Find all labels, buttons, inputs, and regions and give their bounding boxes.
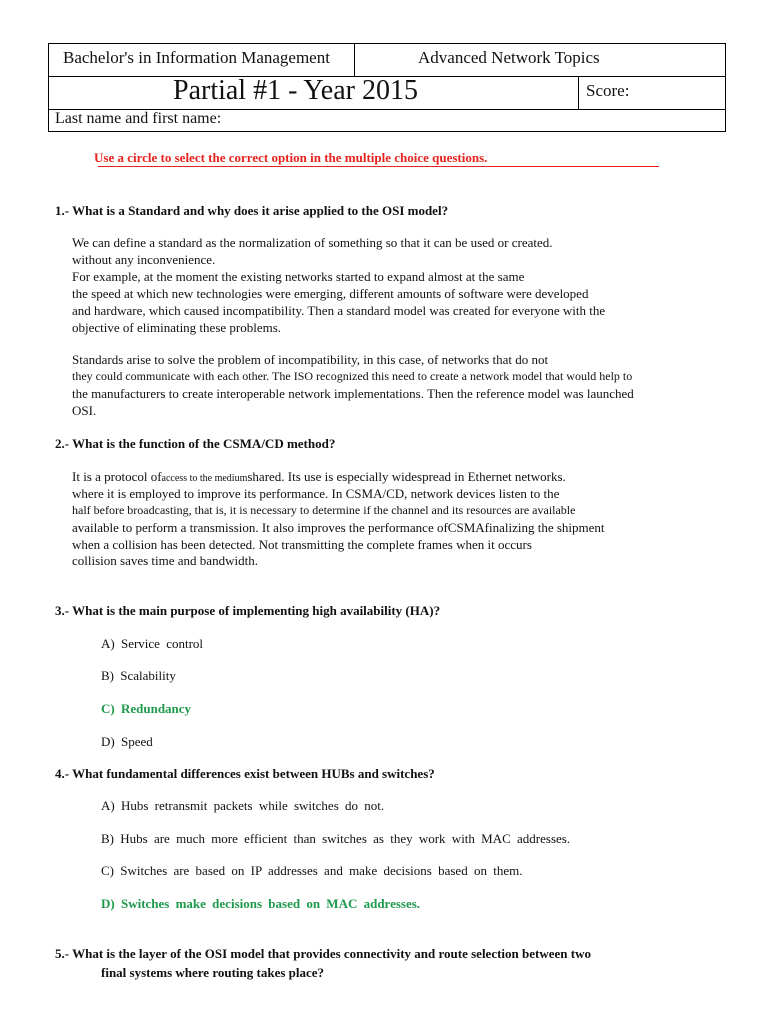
q1-para1-line: and hardware, which caused incompatibility. Then a standard model was created for everyone with the bbox=[72, 303, 606, 318]
q3-option-a: A) Service control bbox=[101, 636, 204, 651]
q2-line-1-b: access to the medium bbox=[161, 473, 248, 484]
question-5-line-1: 5.- What is the layer of the OSI model that provides connectivity and route selection between two bbox=[55, 946, 591, 961]
q4-option-d-correct: D) Switches make decisions based on MAC addresses. bbox=[101, 896, 421, 911]
q1-para2-line: Standards arise to solve the problem of incompatibility, in this case, of networks that do not bbox=[72, 352, 549, 367]
q2-line-1-a: It is a protocol of bbox=[72, 469, 162, 484]
q3-option-c-correct: C) Redundancy bbox=[101, 701, 192, 716]
course-name: Advanced Network Topics bbox=[418, 48, 600, 67]
q2-line-1-c: shared. Its use is especially widespread in Ethernet networks. bbox=[247, 469, 566, 484]
q4-option-c: C) Switches are based on IP addresses and make decisions based on them. bbox=[101, 863, 523, 878]
q3-option-b: B) Scalability bbox=[101, 668, 176, 683]
header-vertical-1 bbox=[354, 44, 355, 76]
q1-para1-line: without any inconvenience. bbox=[72, 252, 216, 267]
q2-line: when a collision has been detected. Not transmitting the complete frames when it occurs bbox=[72, 537, 532, 552]
program-name: Bachelor's in Information Management bbox=[63, 48, 330, 67]
q1-para1-line: the speed at which new technologies were emerging, different amounts of software were developed bbox=[72, 286, 589, 301]
question-4: 4.- What fundamental differences exist between HUBs and switches? bbox=[55, 766, 435, 781]
q1-para2-line: OSI. bbox=[72, 403, 97, 418]
q1-para2-line: the manufacturers to create interoperable network implementations. Then the reference model was launched bbox=[72, 386, 634, 401]
q4-option-a: A) Hubs retransmit packets while switches do not. bbox=[101, 798, 385, 813]
name-label: Last name and first name: bbox=[55, 110, 222, 127]
exam-title: Partial #1 - Year 2015 bbox=[173, 75, 418, 106]
instruction-text: Use a circle to select the correct option in the multiple choice questions. bbox=[94, 150, 488, 165]
q1-para1-line: For example, at the moment the existing networks started to expand almost at the same bbox=[72, 269, 525, 284]
q2-line-1 bbox=[72, 469, 566, 485]
q2-line: where it is employed to improve its performance. In CSMA/CD, network devices listen to the bbox=[72, 486, 560, 501]
q3-option-d: D) Speed bbox=[101, 734, 153, 749]
question-3: 3.- What is the main purpose of implementing high availability (HA)? bbox=[55, 603, 441, 618]
score-label: Score: bbox=[586, 81, 630, 100]
q1-para1-line: objective of eliminating these problems. bbox=[72, 320, 282, 335]
q1-para2-line: they could communicate with each other. The ISO recognized this need to create a network model that would help to bbox=[72, 369, 633, 383]
header-vertical-2 bbox=[578, 76, 579, 109]
instruction-underline bbox=[98, 166, 659, 167]
instruction-bullet-icon bbox=[79, 150, 89, 166]
question-2: 2.- What is the function of the CSMA/CD method? bbox=[55, 436, 336, 451]
q1-para1-line: We can define a standard as the normalization of something so that it can be used or created. bbox=[72, 235, 553, 250]
question-1: 1.- What is a Standard and why does it arise applied to the OSI model? bbox=[55, 203, 449, 218]
q2-line: available to perform a transmission. It also improves the performance ofCSMAfinalizing the shipment bbox=[72, 520, 605, 535]
q2-line: half before broadcasting, that is, it is necessary to determine if the channel and its resources are available bbox=[72, 503, 576, 517]
q2-line: collision saves time and bandwidth. bbox=[72, 553, 258, 568]
question-5-line-2: final systems where routing takes place? bbox=[101, 965, 325, 980]
q4-option-b: B) Hubs are much more efficient than switches as they work with MAC addresses. bbox=[101, 831, 571, 846]
